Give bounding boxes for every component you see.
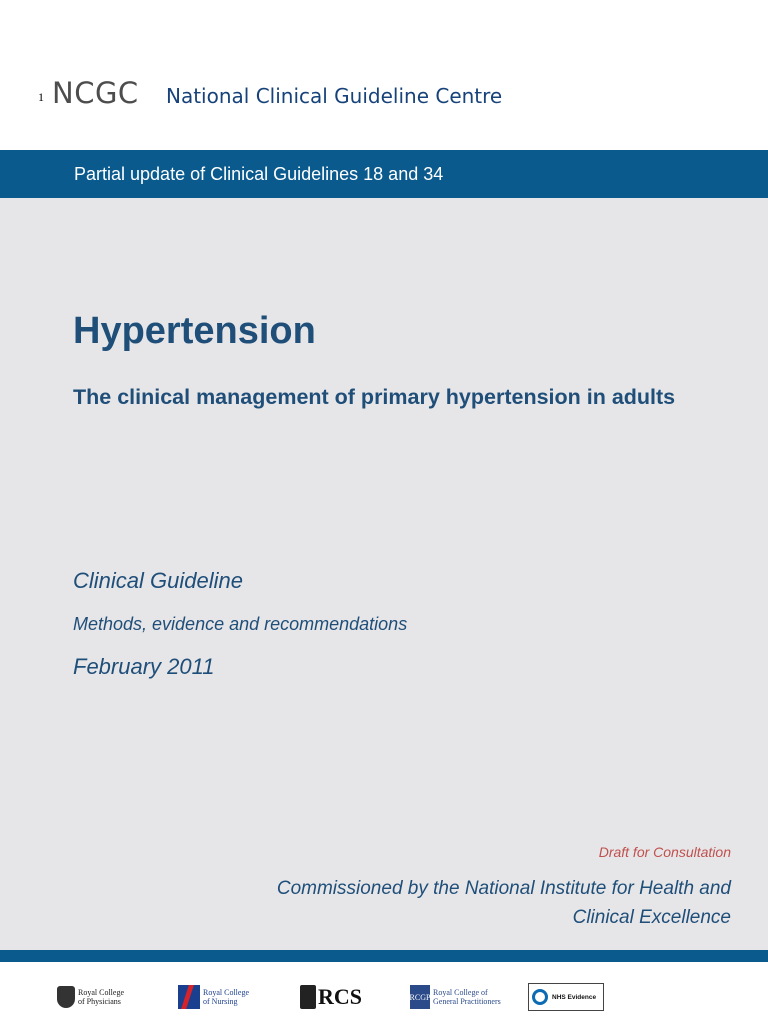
- page-subtitle: The clinical management of primary hypertension in adults: [73, 385, 676, 409]
- header: [0, 0, 768, 150]
- rcgp-mark-icon: RCGP: [410, 985, 430, 1009]
- nhs-circle-icon: [532, 989, 548, 1005]
- rcn-logo: [178, 980, 255, 1014]
- doc-subtype: Methods, evidence and recommendations: [73, 614, 408, 634]
- rcn-logo-text: Royal College of Nursing: [203, 988, 249, 1006]
- rcgp-logo-text: Royal College of General Practitioners: [433, 988, 501, 1006]
- doc-type: Clinical Guideline: [73, 568, 243, 593]
- rcp-crest-icon: [57, 986, 75, 1008]
- nhs-evidence-badge: [528, 983, 604, 1011]
- cover-panel: [0, 198, 768, 950]
- rcn-mark-icon: [178, 985, 200, 1009]
- commissioned-by: Commissioned by the National Institute for Health and Clinical Excellence: [276, 878, 731, 928]
- rcp-logo-text: Royal College of Physicians: [78, 988, 124, 1006]
- partner-logos: [0, 962, 768, 1024]
- rcp-logo: [57, 980, 132, 1014]
- top-band: [0, 150, 768, 198]
- publication-date: February 2011: [73, 654, 215, 679]
- bottom-band: [0, 950, 768, 962]
- nhs-evidence-logo: [528, 980, 604, 1014]
- org-name: National Clinical Guideline Centre: [166, 84, 503, 108]
- band-text: Partial update of Clinical Guidelines 18 and 34: [74, 164, 444, 184]
- rcs-logo-text: RCS: [318, 984, 363, 1009]
- rcs-crest-icon: [300, 985, 316, 1009]
- page-title: Hypertension: [73, 310, 316, 352]
- rcs-logo: [300, 980, 362, 1014]
- rcgp-logo: [410, 980, 501, 1014]
- draft-note: Draft for Consultation: [598, 844, 731, 860]
- nhs-evidence-text: NHS Evidence: [552, 993, 597, 1001]
- org-acronym: NCGC: [52, 76, 139, 110]
- line-number: 1: [38, 90, 44, 104]
